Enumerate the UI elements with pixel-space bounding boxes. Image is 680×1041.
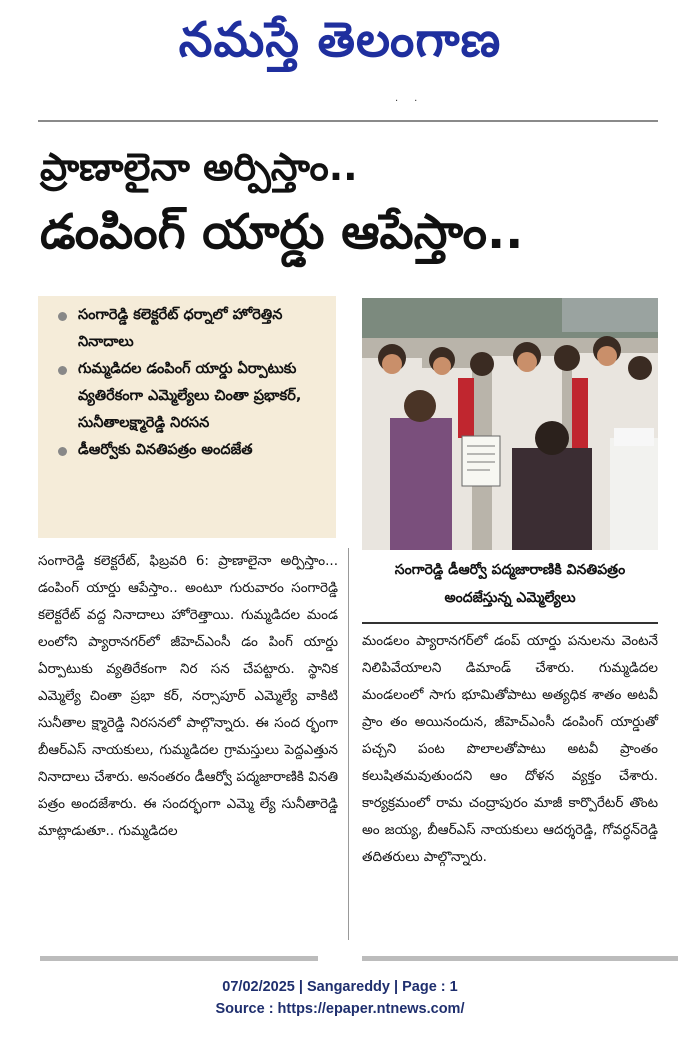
bullet-icon bbox=[58, 447, 67, 456]
caption-divider bbox=[362, 622, 658, 624]
highlight-item: డీఆర్వోకు వినతిపత్రం అందజేత bbox=[56, 437, 328, 464]
bottom-rule-right bbox=[362, 956, 678, 961]
highlight-item: గుమ్మడిదల డంపింగ్ యార్డు ఏర్పాటుకు వ్యతిరేకంగా ఎమ్మెల్యేలు చింతా ప్రభాకర్, సునీతాలక్ష్మారెడ్డి నిరసన bbox=[56, 356, 328, 437]
headline bbox=[40, 138, 660, 268]
footer-source-link[interactable]: Source : https://epaper.ntnews.com/ bbox=[215, 1001, 465, 1017]
headline-line-1: ప్రాణాలైనా అర్పిస్తాం.. bbox=[40, 145, 358, 189]
photo-caption: సంగారెడ్డి డీఆర్వో పద్మజారాణికి వినతిపత్రం అందజేస్తున్న ఎమ్మెల్యేలు bbox=[394, 562, 626, 606]
newspaper-logo: నమస్తే తెలంగాణ bbox=[178, 12, 502, 68]
bottom-rule-left bbox=[40, 956, 318, 961]
news-photo bbox=[362, 298, 658, 550]
bullet-icon bbox=[58, 312, 67, 321]
footer bbox=[0, 976, 680, 1020]
photo-illustration bbox=[362, 298, 658, 550]
header-divider bbox=[38, 120, 658, 122]
highlight-item: సంగారెడ్డి కలెక్టరేట్ ధర్నాలో హోరెత్తిన నినాదాలు bbox=[56, 302, 328, 356]
footer-date-line: 07/02/2025 | Sangareddy | Page : 1 bbox=[222, 979, 458, 995]
article-column-right: మండలం ప్యారానగర్‌లో డంప్ యార్డు పనులను వెంటనే నిలిపివేయాలని డిమాండ్ చేశారు. గుమ్మడిదల మండలంలో సాగు భూమితోపాటు అత్యధిక శాతం అటవీ ప్రాం తం అయినందున, జీహెచ్‌ఎంసీ డంపింగ్ యార్డుతో పచ్చని పంట పొలాలతోపాటు అటవీ ప్రాంతం కలుషితమవుతుందని ఆం దోళన వ్యక్తం చేశారు. కార్యక్రమంలో రామ చంద్రాపురం మాజీ కార్పొరేటర్ తొంట అం జయ్య, బీఆర్‌ఎస్ నాయకులు ఆదర్శరెడ్డి, గోవర్ధన్‌రెడ్డి తదితరులు పాల్గొన్నారు. bbox=[362, 633, 658, 865]
highlights-box bbox=[38, 296, 336, 538]
masthead-dots: · · bbox=[395, 96, 418, 107]
article-column-left: సంగారెడ్డి కలెక్టరేట్, ఫిబ్రవరి 6: ప్రాణాలైనా అర్పిస్తాం... డంపింగ్ యార్డు ఆపేస్తాం.. అంటూ గురువారం సంగారెడ్డి కలెక్టరేట్ వద్ద నినాదాలు హోరెత్తాయి. గుమ్మడిదల మండ లంలోని ప్యారానగర్‌లో జీహెచ్‌ఎంసీ డం పింగ్ యార్డు ఏర్పాటుకు వ్యతిరేకంగా నిర సన చేపట్టారు. స్థానిక ఎమ్మెల్యే చింతా ప్రభా కర్, నర్సాపూర్ ఎమ్మెల్యే వాకిటి సునీతాల క్ష్మారెడ్డి నిరసనలో పాల్గొన్నారు. ఈ సంద ర్భంగా బీఆర్‌ఎస్ నాయకులు, గుమ్మడిదల గ్రామస్తులు పెద్దఎత్తున నినాదాలు చేశారు. అనంతరం డీఆర్వో పద్మజారాణికి వినతి పత్రం అందజేశారు. ఈ సందర్భంగా ఎమ్మె ల్యే సునీతారెడ్డి మాట్లాడుతూ.. గుమ్మడిదల bbox=[38, 553, 338, 839]
headline-line-2: డంపింగ్ యార్డు ఆపేస్తాం.. bbox=[40, 204, 524, 260]
masthead bbox=[0, 0, 680, 80]
bullet-icon bbox=[58, 366, 67, 375]
column-divider bbox=[348, 548, 349, 940]
